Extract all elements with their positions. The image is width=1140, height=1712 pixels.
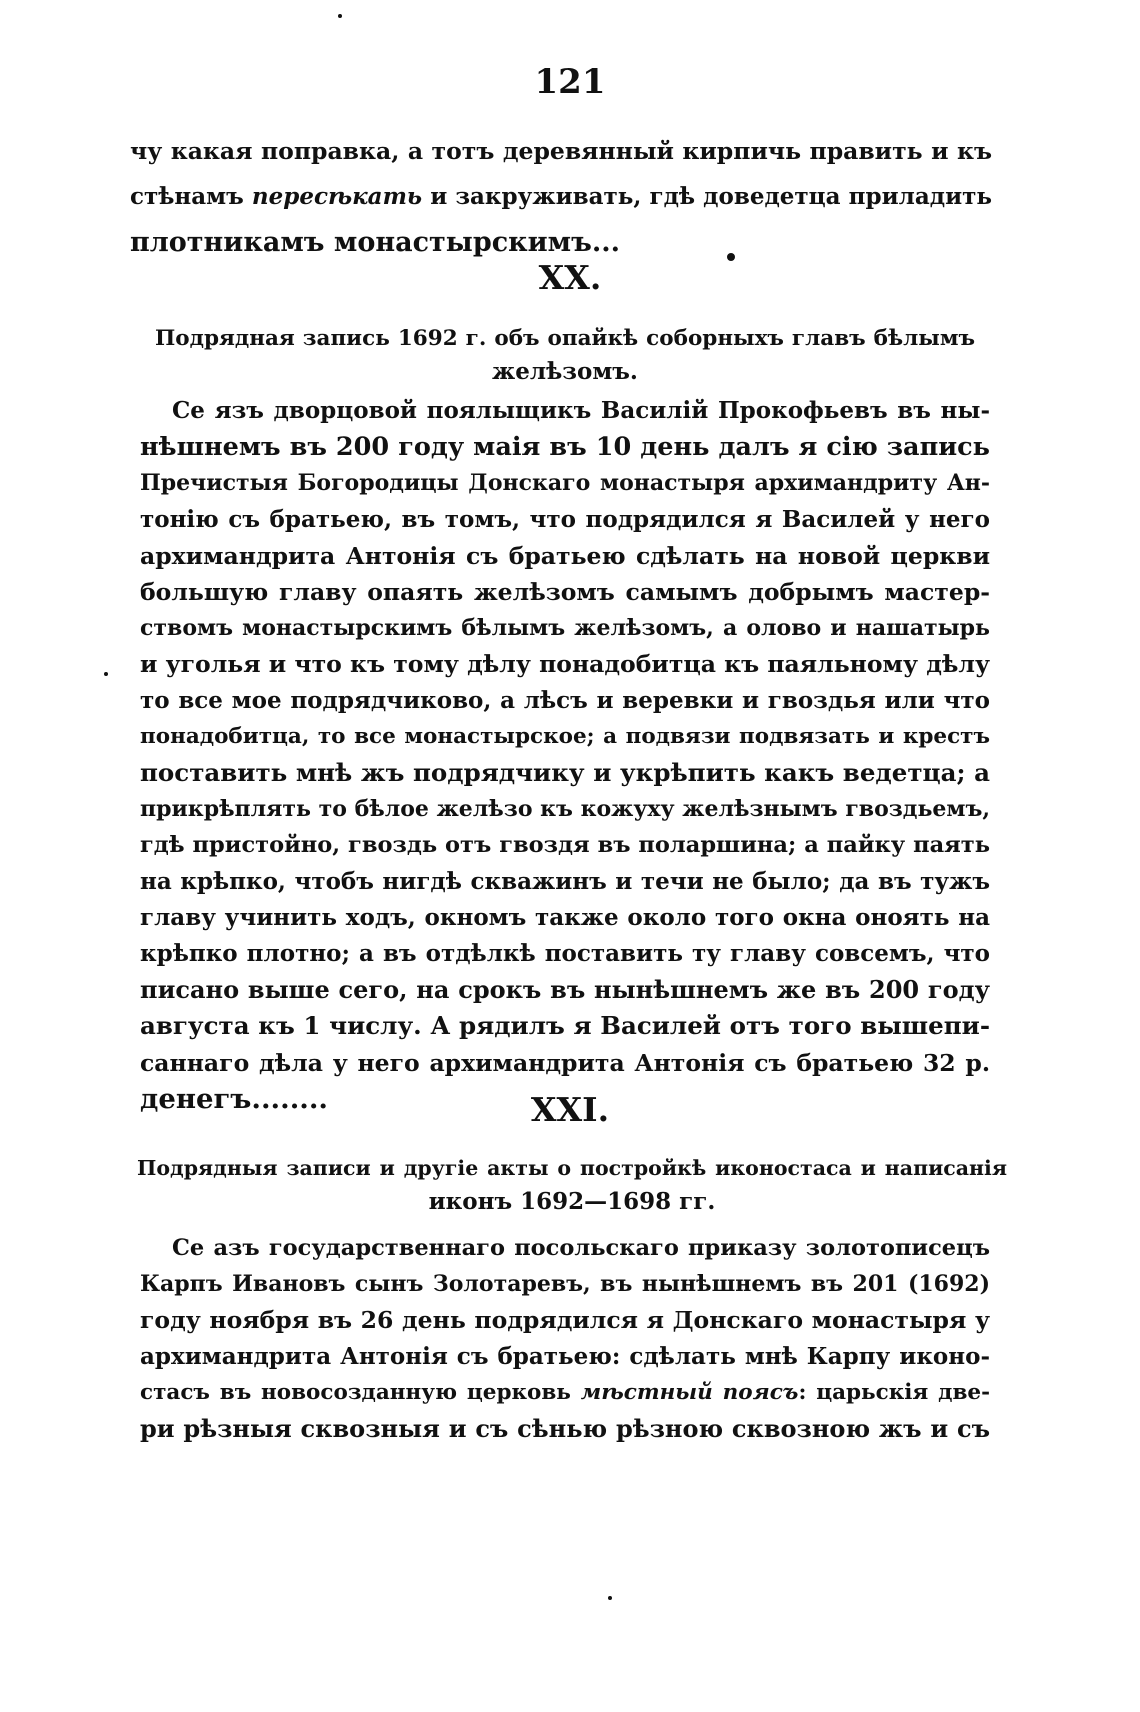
section-xxi-heading: [137, 1152, 1007, 1218]
paragraph-line: Се язъ дворцовой поялыщикъ Василій Прокофьевъ въ ны-: [172, 397, 990, 424]
section-number-xxi: XXI.: [530, 1090, 610, 1129]
paragraph-line: Карпъ Ивановъ сынъ Золотаревъ, въ нынѣшнемъ въ 201 (1692): [140, 1271, 990, 1298]
text-line: плотникамъ монастырскимъ...: [130, 227, 621, 258]
text-line: стѣнамъ пересѣкать и закруживать, гдѣ доведетца приладить: [130, 183, 992, 210]
paragraph-line: стасъ въ новосозданную церковь мѣстный поясъ: царьскія две-: [140, 1379, 991, 1405]
paragraph-line: то все мое подрядчиково, а лѣсъ и веревки и гвоздья или что: [140, 686, 990, 714]
paragraph-line: поставить мнѣ жъ подрядчику и укрѣпить какъ ведетца; а: [140, 758, 990, 788]
heading-line: Подрядная запись 1692 г. объ опайкѣ соборныхъ главъ бѣлымъ: [155, 326, 975, 351]
section-xx-body: [140, 393, 990, 1117]
paragraph-line: архимандрита Антонія съ братьею сдѣлать на новой церкви: [140, 541, 990, 570]
page-number: 121: [534, 62, 606, 102]
paragraph-line: и уголья и что къ тому дѣлу понадобитца къ паяльному дѣлу: [140, 650, 990, 679]
paragraph-line: понадобитца, то все монастырское; а подвязи подвязать и крестъ: [140, 723, 990, 749]
paragraph-line: крѣпко плотно; а въ отдѣлкѣ поставить ту главу совсемъ, что: [140, 940, 990, 968]
heading-line: желѣзомъ.: [492, 358, 638, 385]
paragraph-line: прикрѣплять то бѣлое желѣзо къ кожуху желѣзнымъ гвоздьемъ,: [140, 796, 991, 823]
heading-line: иконъ 1692—1698 гг.: [428, 1188, 716, 1215]
ink-speck: [104, 672, 108, 676]
section-xx-heading: [155, 322, 975, 388]
continuation-text: [130, 128, 992, 266]
paragraph-line: архимандрита Антонія съ братьею: сдѣлать мнѣ Карпу иконо-: [140, 1342, 990, 1370]
italic-term: мѣстный поясъ: [580, 1379, 799, 1405]
ink-speck: [338, 14, 342, 18]
heading-line: Подрядныя записи и другіе акты о постройкѣ иконостаса и написанія: [137, 1156, 1007, 1180]
paragraph-line: августа къ 1 числу. А рядилъ я Василей отъ того вышепи-: [140, 1011, 990, 1041]
section-xxi-body: [140, 1230, 990, 1447]
ink-speck: [727, 253, 735, 261]
paragraph-line: году ноября въ 26 день подрядился я Донскаго монастыря у: [140, 1306, 990, 1335]
paragraph-line: большую главу опаять желѣзомъ самымъ добрымъ мастер-: [140, 578, 990, 607]
section-number-xx: XX.: [538, 258, 602, 297]
paragraph-line: денегъ........: [140, 1082, 328, 1115]
text-line: чу какая поправка, а тотъ деревянный кирпичь править и къ: [130, 137, 992, 165]
paragraph-line: Се азъ государственнаго посольскаго приказу золотописецъ: [172, 1235, 990, 1261]
paragraph-line: на крѣпко, чтобъ нигдѣ скважинъ и течи не было; да въ тужъ: [140, 867, 990, 895]
paragraph-line: саннаго дѣла у него архимандрита Антонія съ братьею 32 р.: [140, 1048, 990, 1077]
ink-speck: [608, 1596, 612, 1600]
paragraph-line: писано выше сего, на срокъ въ нынѣшнемъ же въ 200 году: [140, 975, 990, 1005]
paragraph-line: ствомъ монастырскимъ бѣлымъ желѣзомъ, а олово и нашатырь: [140, 615, 990, 642]
paragraph-line: ри рѣзныя сквозныя и съ сѣнью рѣзною сквозною жъ и съ: [140, 1414, 990, 1444]
paragraph-line: Пречистыя Богородицы Донскаго монастыря архимандриту Ан-: [140, 470, 990, 497]
italic-term: пересѣкать: [251, 183, 423, 210]
paragraph-line: гдѣ пристойно, гвоздь отъ гвоздя въ поларшина; а пайку паять: [140, 832, 990, 859]
paragraph-line: нѣшнемъ въ 200 году маія въ 10 день далъ я сію запись: [140, 432, 990, 463]
paragraph-line: тонію съ братьею, въ томъ, что подрядился я Василей у него: [140, 505, 990, 533]
paragraph-line: главу учинить ходъ, окномъ также около того окна оноять на: [140, 903, 990, 931]
